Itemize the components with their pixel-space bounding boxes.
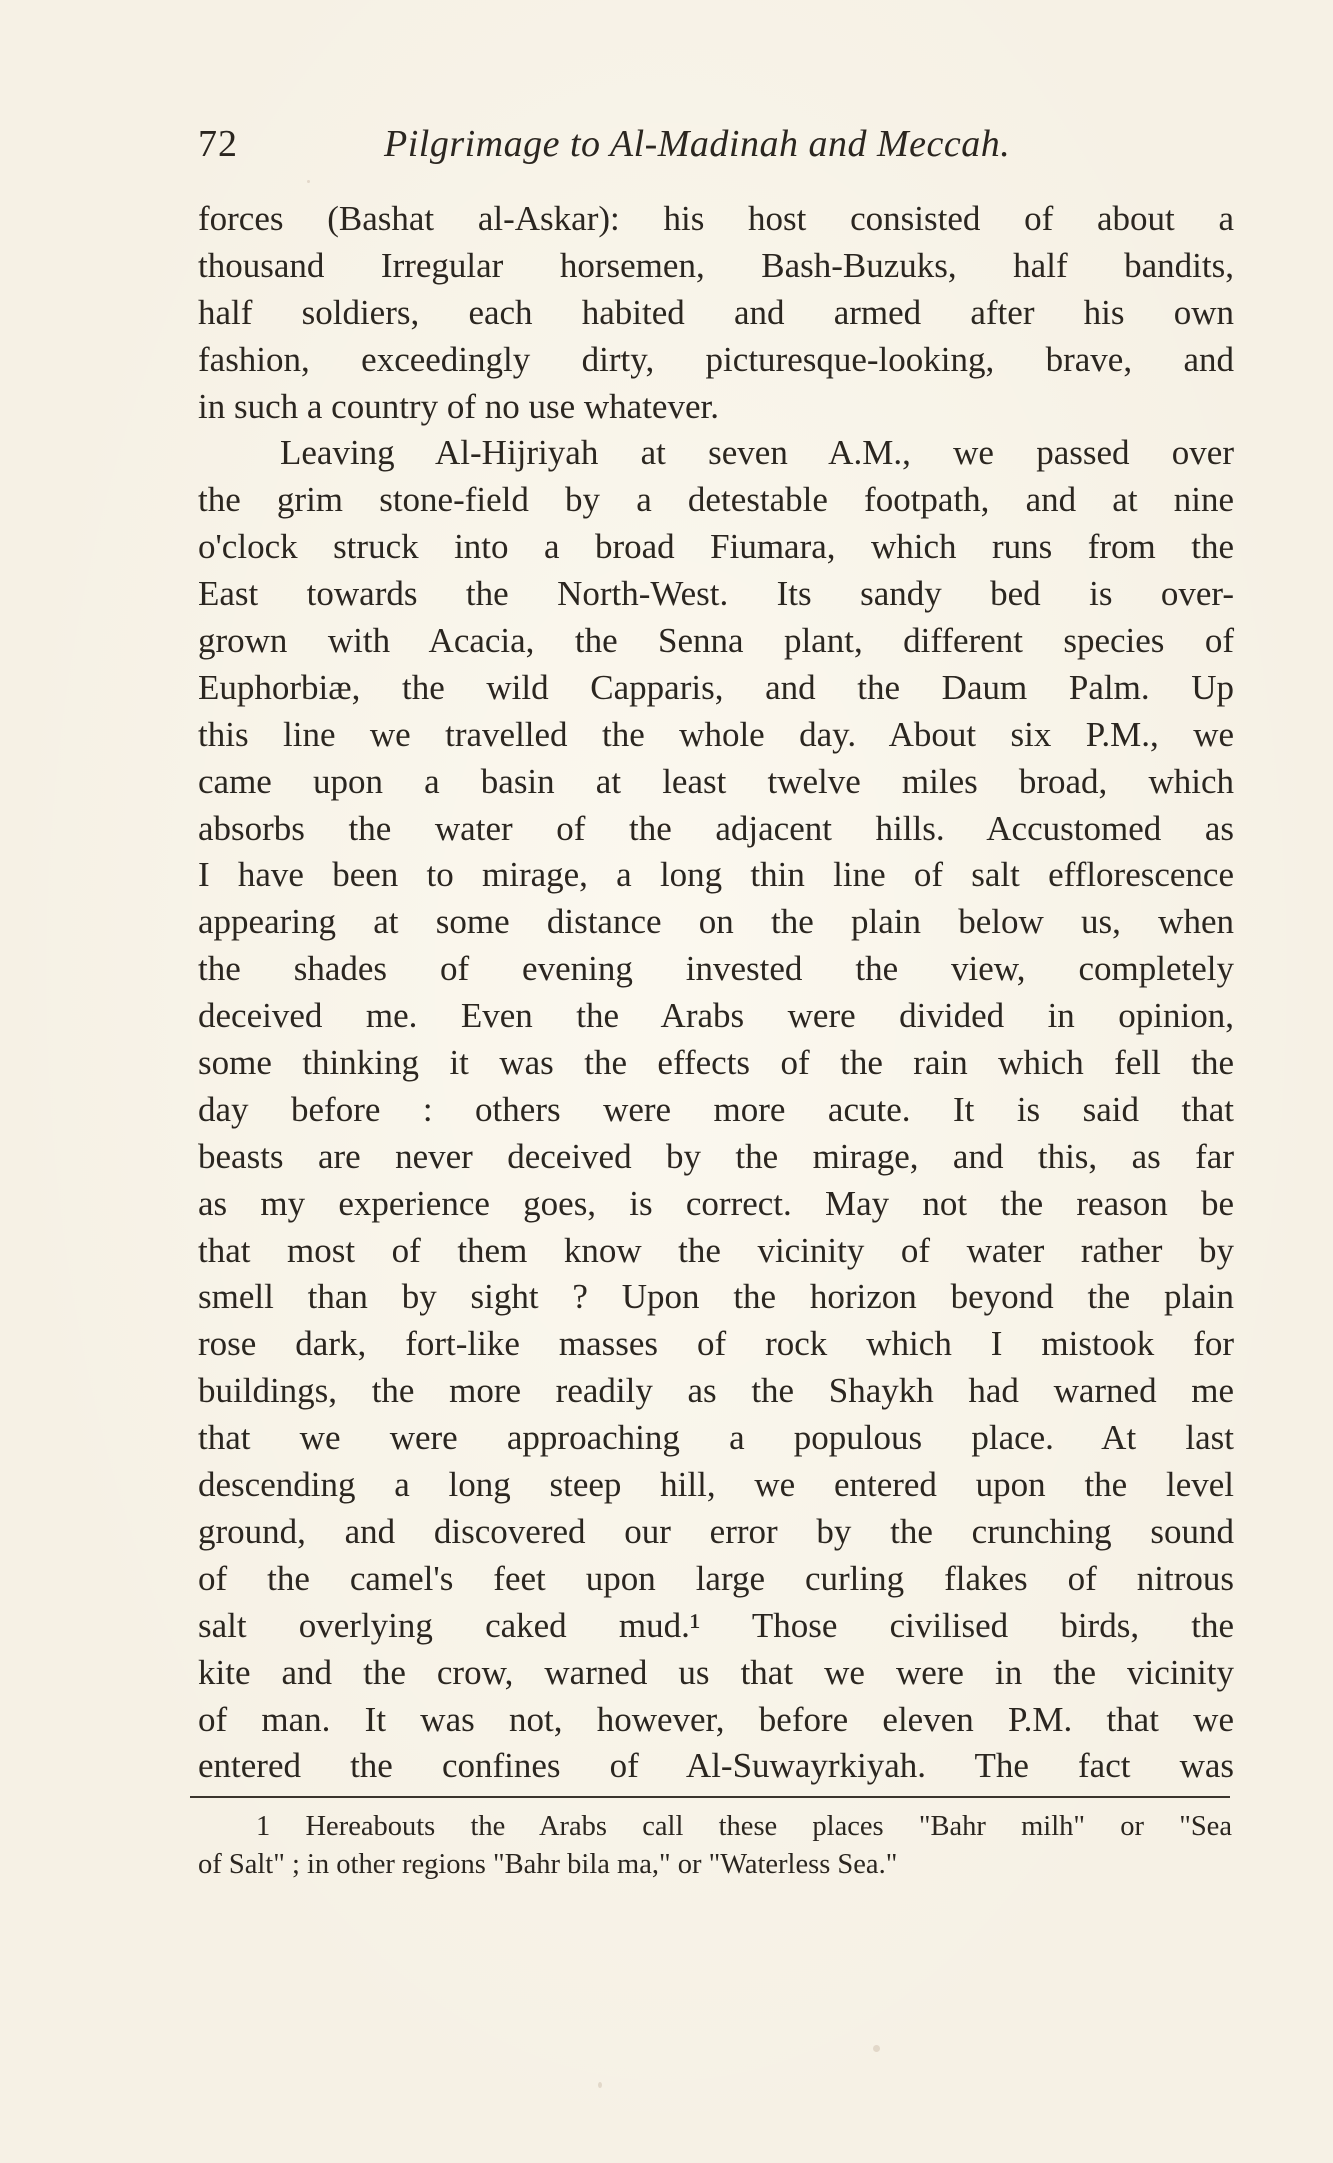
text-line: fashion, exceedingly dirty, picturesque-looking, brave, and bbox=[198, 339, 1234, 379]
text-line: rose dark, fort-like masses of rock which I mistook for bbox=[198, 1324, 1234, 1364]
text-line: Euphorbiæ, the wild Capparis, and the Daum Palm. Up bbox=[198, 667, 1234, 707]
text-line: half soldiers, each habited and armed after his own bbox=[198, 292, 1234, 332]
text-line: o'clock struck into a broad Fiumara, which runs from the bbox=[198, 527, 1234, 567]
text-line: the shades of evening invested the view, completely bbox=[198, 949, 1234, 989]
text-line: that we were approaching a populous place. At last bbox=[198, 1418, 1234, 1458]
footnote bbox=[198, 1808, 1232, 1884]
running-title: Pilgrimage to Al-Madinah and Meccah. bbox=[384, 123, 1011, 165]
text-line: I have been to mirage, a long thin line of salt efflorescence bbox=[198, 855, 1234, 895]
text-line: in such a country of no use whatever. bbox=[198, 386, 719, 426]
footnote-rule bbox=[190, 1796, 1230, 1798]
text-line: entered the confines of Al-Suwayrkiyah. The fact was bbox=[198, 1746, 1234, 1786]
text-line: beasts are never deceived by the mirage, and this, as far bbox=[198, 1136, 1234, 1176]
text-line: East towards the North-West. Its sandy bed is over- bbox=[198, 574, 1234, 614]
text-line: of man. It was not, however, before eleven P.M. that we bbox=[198, 1699, 1234, 1739]
page-header bbox=[198, 122, 1236, 172]
text-line: grown with Acacia, the Senna plant, different species of bbox=[198, 621, 1234, 661]
text-line: Leaving Al-Hijriyah at seven A.M., we passed over bbox=[280, 433, 1234, 473]
text-line: thousand Irregular horsemen, Bash-Buzuks, half bandits, bbox=[198, 245, 1234, 285]
text-line: this line we travelled the whole day. About six P.M., we bbox=[198, 714, 1234, 754]
text-line: the grim stone-field by a detestable footpath, and at nine bbox=[198, 480, 1234, 520]
paper-speck bbox=[873, 2045, 880, 2052]
footnote-line: 1 Hereabouts the Arabs call these places "Bahr milh" or "Sea bbox=[256, 1811, 1232, 1842]
paper-speck bbox=[307, 180, 310, 183]
text-line: smell than by sight ? Upon the horizon beyond the plain bbox=[198, 1277, 1234, 1317]
footnote-line: of Salt" ; in other regions "Bahr bila ma," or "Waterless Sea." bbox=[198, 1849, 898, 1880]
text-line: salt overlying caked mud.¹ Those civilised birds, the bbox=[198, 1605, 1234, 1645]
text-line: day before : others were more acute. It is said that bbox=[198, 1089, 1234, 1129]
text-line: of the camel's feet upon large curling flakes of nitrous bbox=[198, 1558, 1234, 1598]
text-line: forces (Bashat al-Askar): his host consisted of about a bbox=[198, 199, 1234, 238]
paper-speck bbox=[598, 2082, 602, 2088]
body-text bbox=[198, 196, 1234, 1790]
text-line: that most of them know the vicinity of water rather by bbox=[198, 1230, 1234, 1270]
text-line: descending a long steep hill, we entered upon the level bbox=[198, 1465, 1234, 1505]
page-number: 72 bbox=[198, 123, 238, 165]
text-line: as my experience goes, is correct. May not the reason be bbox=[198, 1183, 1234, 1223]
text-line: some thinking it was the effects of the rain which fell the bbox=[198, 1043, 1234, 1083]
text-line: ground, and discovered our error by the crunching sound bbox=[198, 1511, 1234, 1551]
text-line: absorbs the water of the adjacent hills. Accustomed as bbox=[198, 808, 1234, 848]
text-line: appearing at some distance on the plain below us, when bbox=[198, 902, 1234, 942]
text-line: kite and the crow, warned us that we were in the vicinity bbox=[198, 1652, 1234, 1692]
text-line: came upon a basin at least twelve miles broad, which bbox=[198, 761, 1234, 801]
text-line: deceived me. Even the Arabs were divided in opinion, bbox=[198, 996, 1234, 1036]
text-line: buildings, the more readily as the Shaykh had warned me bbox=[198, 1371, 1234, 1411]
